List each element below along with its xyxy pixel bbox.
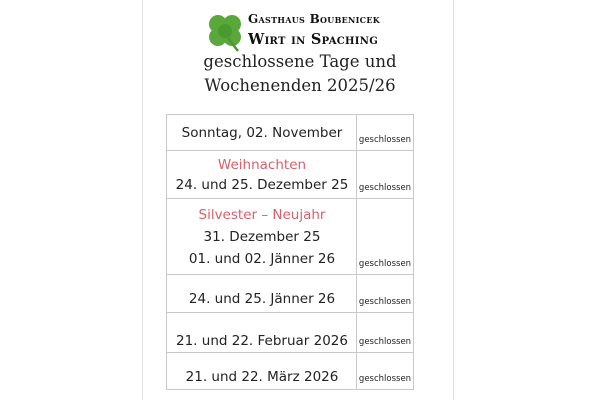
page-title-line-1: geschlossene Tage und	[203, 52, 397, 71]
date-cell	[167, 151, 357, 198]
status-text: geschlossen	[358, 135, 412, 145]
date-cell	[167, 275, 357, 312]
date-text: 24. und 25. Jänner 26	[188, 291, 336, 307]
date-text: Sonntag, 02. November	[181, 125, 343, 141]
table-row	[167, 199, 413, 275]
document-header	[0, 0, 600, 110]
date-cell	[167, 313, 357, 352]
holiday-heading: Silvester – Neujahr	[198, 207, 326, 223]
date-text: 21. und 22. Februar 2026	[176, 333, 348, 349]
page-title-line-2: Wochenenden 2025/26	[204, 76, 396, 95]
date-text: 24. und 25. Dezember 25	[175, 177, 349, 193]
table-row	[167, 115, 413, 151]
status-text: geschlossen	[358, 183, 412, 193]
brand-subtitle: Wirt in Spaching	[248, 31, 379, 48]
table-row	[167, 151, 413, 199]
status-text: geschlossen	[358, 374, 412, 384]
status-text: geschlossen	[358, 337, 412, 347]
date-cell	[167, 353, 357, 389]
date-text: 01. und 02. Jänner 26	[188, 251, 336, 267]
status-text: geschlossen	[358, 259, 412, 269]
closures-table	[166, 114, 414, 390]
table-row	[167, 353, 413, 389]
date-cell	[167, 115, 357, 150]
table-row	[167, 275, 413, 313]
shamrock-icon	[204, 10, 246, 52]
holiday-heading: Weihnachten	[217, 157, 307, 173]
date-cell	[167, 199, 357, 274]
date-text: 21. und 22. März 2026	[185, 369, 339, 385]
table-row	[167, 313, 413, 353]
brand-name: Gasthaus Boubenicek	[248, 12, 381, 26]
status-text: geschlossen	[358, 297, 412, 307]
date-text: 31. Dezember 25	[203, 229, 321, 245]
